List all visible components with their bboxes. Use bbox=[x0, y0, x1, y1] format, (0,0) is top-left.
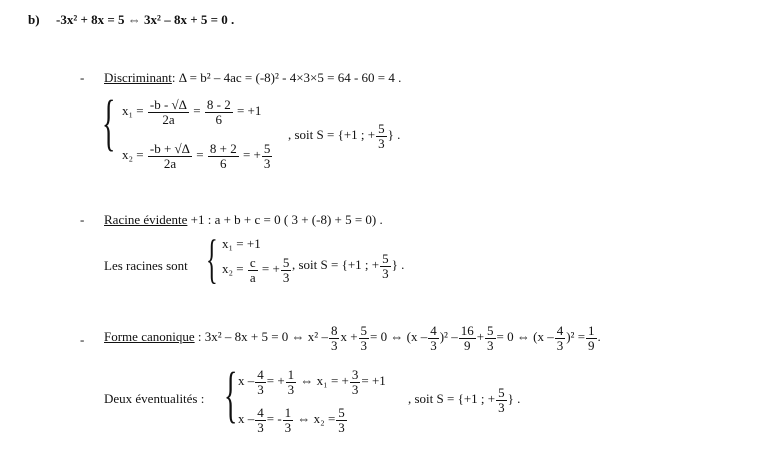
bullet: - bbox=[80, 212, 85, 227]
discriminant-line bbox=[104, 70, 401, 86]
bullet: - bbox=[80, 70, 85, 85]
x1-lhs: x₁ = bbox=[122, 103, 144, 119]
racine-intro: Les racines sont bbox=[104, 258, 188, 273]
canonique-line: Forme canonique : 3x² – 8x + 5 = 0 ⇔ x² – $\frac{8}{3}$ x + $\frac{5}{3}$ = 0 ⇔ (x – $\frac{4}{3}$ )² – $\frac{16}{9}$ + $\frac{5}{3}$ = 0 ⇔ (x – $\frac{4}{3}$ )² = $\frac{1}{9}$ . bbox=[104, 323, 601, 353]
x2-formula: x₂ = $\frac{-b + √\Delta}{2a}$ = $\frac{8 + 2}{6}$ = + $\frac{5}{3}$ bbox=[122, 141, 271, 171]
racine-x1: x₁ = +1 bbox=[222, 236, 261, 251]
discriminant-title: Discriminant bbox=[104, 70, 172, 85]
racine-line bbox=[104, 212, 383, 228]
bullet: - bbox=[80, 332, 85, 347]
racine-formula: +1 : a + b + c = 0 ( 3 + (-8) + 5 = 0) . bbox=[187, 212, 383, 227]
left-brace: { bbox=[224, 361, 238, 429]
canonique-intro: Deux éventualités : bbox=[104, 391, 205, 406]
section-label: b) bbox=[28, 12, 40, 27]
canonique-case-2: x – $\frac{4}{3}$ = - $\frac{1}{3}$ ⇔ x₂ = $\frac{5}{3}$ bbox=[238, 405, 345, 435]
racine-x2: x₂ = $\frac{c}{a}$ = + $\frac{5}{3}$ bbox=[222, 255, 290, 285]
canonique-title: Forme canonique bbox=[104, 329, 195, 345]
canonique-solution: , soit S = {+1 ; + $\frac{5}{3}$ } . bbox=[408, 385, 521, 415]
left-brace: { bbox=[102, 89, 116, 157]
header-equation: -3x² + 8x = 5 ⇔ 3x² – 8x + 5 = 0 . bbox=[56, 12, 235, 27]
x1-formula: x₁ = $\frac{-b - √\Delta}{2a}$ = $\frac{8 - 2}{6}$ = +1 bbox=[122, 97, 262, 127]
x1-result: = +1 bbox=[236, 103, 262, 119]
x2-fraction-values: $\frac{8 + 2}{6}$ bbox=[209, 141, 237, 171]
left-brace: { bbox=[206, 229, 218, 289]
discriminant-formula: : Δ = b² – 4ac = (-8)² - 4×3×5 = 64 - 60 = 4 . bbox=[171, 70, 402, 85]
racine-title: Racine évidente bbox=[104, 212, 188, 227]
x1-fraction-values: $\frac{8 - 2}{6}$ bbox=[206, 97, 231, 127]
discriminant-solution: , soit S = {+1 ; + $\frac{5}{3}$ } . bbox=[288, 121, 401, 151]
racine-solution: , soit S = {+1 ; + $\frac{5}{3}$ } . bbox=[292, 251, 405, 281]
canonique-case-1: x – $\frac{4}{3}$ = + $\frac{1}{3}$ ⇔ x₁ = + $\frac{3}{3}$ = +1 bbox=[238, 367, 386, 397]
x2-fraction: $\frac{-b + √\Delta}{2a}$ bbox=[149, 141, 191, 171]
x1-fraction: $\frac{-b - √\Delta}{2a}$ bbox=[149, 97, 188, 127]
